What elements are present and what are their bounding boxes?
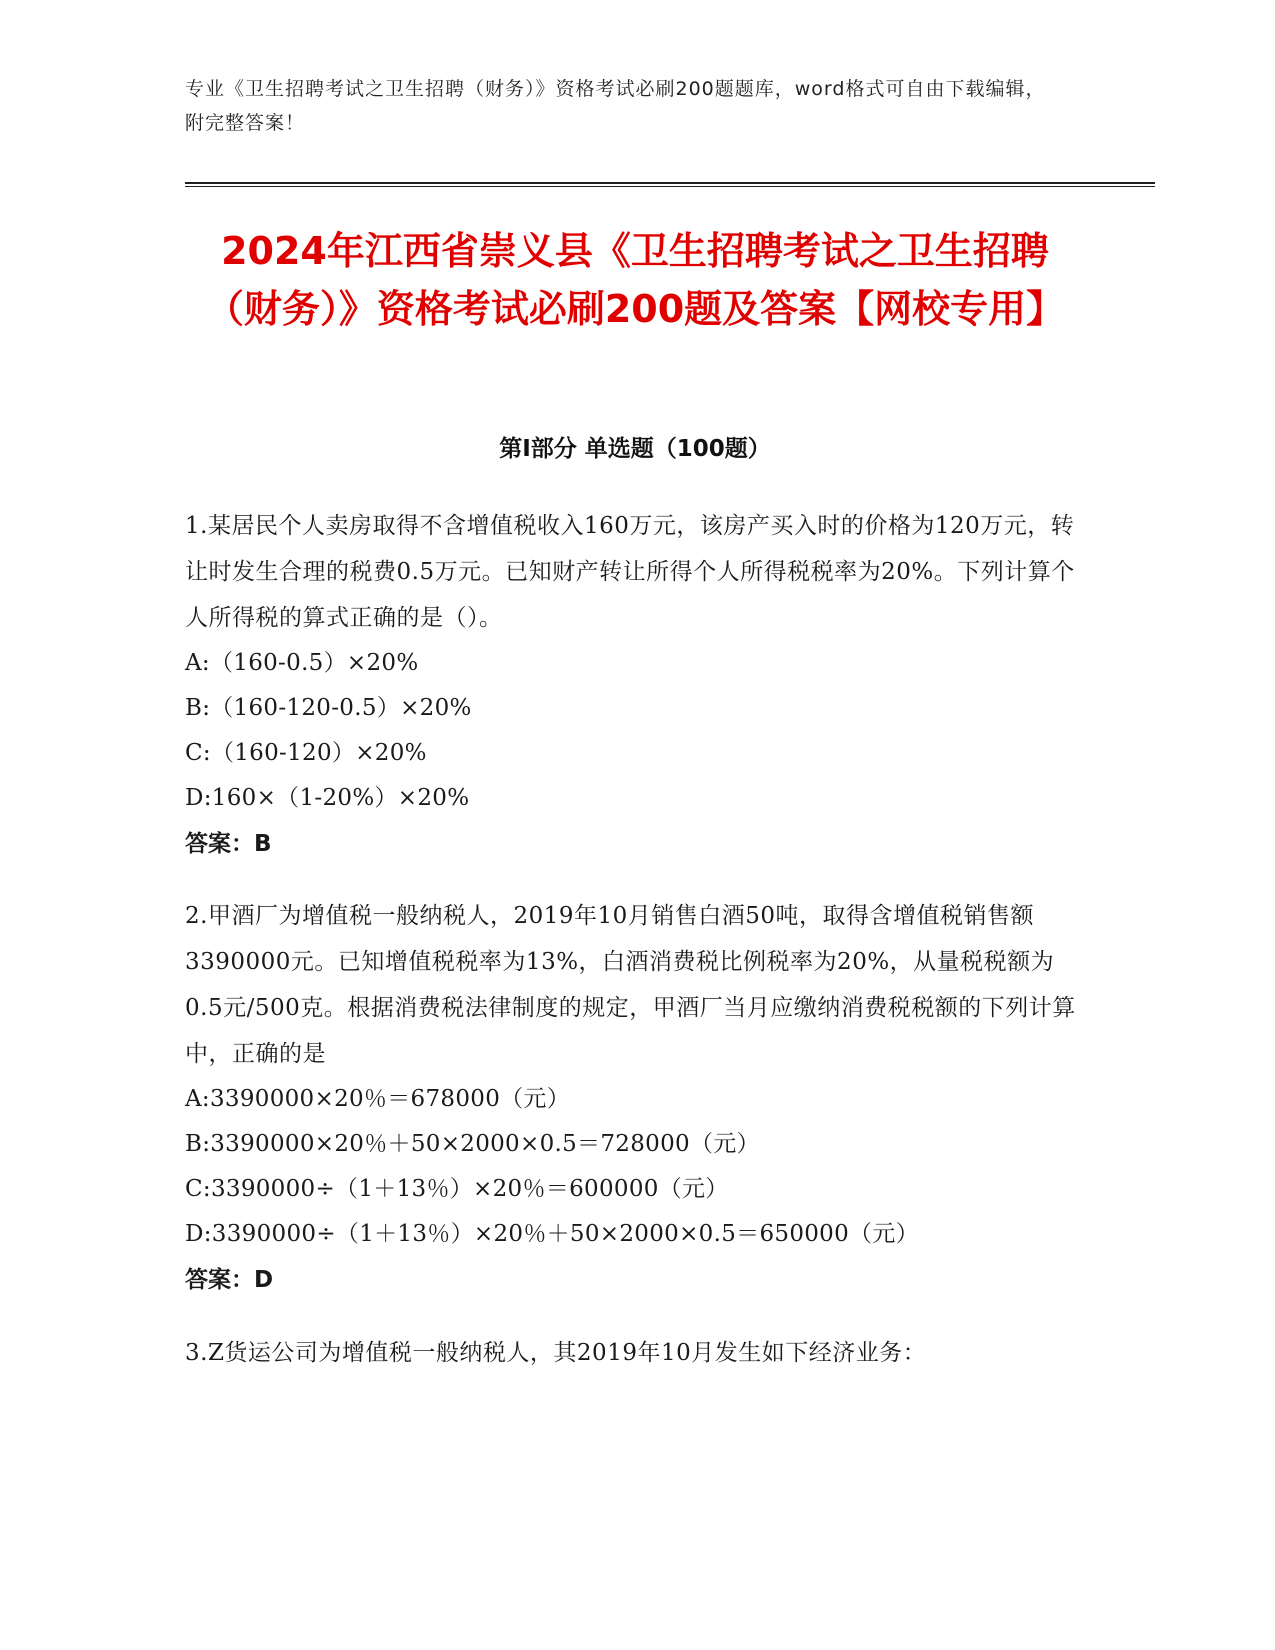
answer: 答案：D <box>185 1267 274 1293</box>
question-3 <box>185 1330 1085 1376</box>
question-stem: 1.某居民个人卖房取得不含增值税收入160万元，该房产买入时的价格为120万元，转让时发生合理的税费0.5万元。已知财产转让所得个人所得税税率为20%。下列计算个人所得税的算式正确的是（）。 <box>185 513 1075 631</box>
answer: 答案：B <box>185 831 272 857</box>
header-divider-thin <box>185 186 1155 187</box>
header-note: 专业《卫生招聘考试之卫生招聘（财务）》资格考试必刷200题题库，word格式可自由下载编辑，附完整答案！ <box>185 78 1046 134</box>
option-c: C:（160-120）×20% <box>185 740 427 766</box>
question-2 <box>185 893 1085 1303</box>
option-b: B:3390000×20％＋50×2000×0.5＝728000（元） <box>185 1131 760 1157</box>
option-c: C:3390000÷（1＋13％）×20％＝600000（元） <box>185 1176 729 1202</box>
section-title: 第Ⅰ部分 单选题（100题） <box>499 436 771 462</box>
question-1 <box>185 503 1085 867</box>
option-b: B:（160-120-0.5）×20% <box>185 695 472 721</box>
question-stem: 3.Z货运公司为增值税一般纳税人，其2019年10月发生如下经济业务： <box>185 1340 927 1366</box>
header-divider <box>185 182 1155 184</box>
option-d: D:160×（1-20%）×20% <box>185 785 470 811</box>
question-stem: 2.甲酒厂为增值税一般纳税人，2019年10月销售白酒50吨，取得含增值税销售额3390000元。已知增值税税率为13%，白酒消费税比例税率为20%，从量税税额为0.5元/500克。根据消费税法律制度的规定，甲酒厂当月应缴纳消费税税额的下列计算中，正确的是 <box>185 903 1076 1067</box>
option-a: A:（160-0.5）×20% <box>185 650 419 676</box>
option-a: A:3390000×20％＝678000（元） <box>185 1086 571 1112</box>
option-d: D:3390000÷（1＋13％）×20％＋50×2000×0.5＝650000（元） <box>185 1221 919 1247</box>
document-title: 2024年江西省崇义县《卫生招聘考试之卫生招聘（财务）》资格考试必刷200题及答案【网校专用】 <box>205 229 1065 331</box>
